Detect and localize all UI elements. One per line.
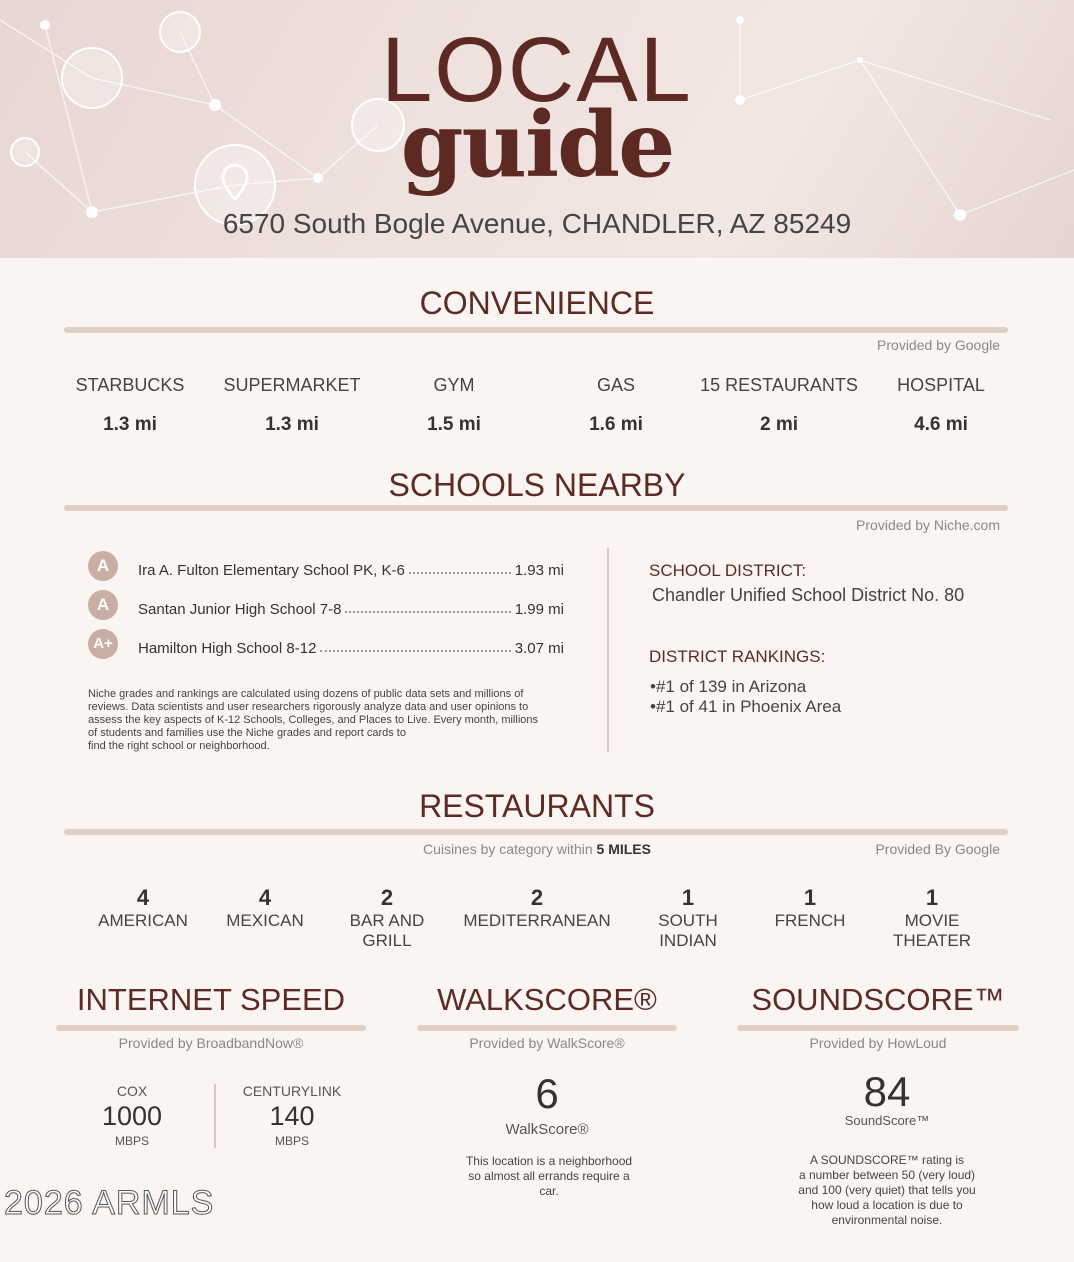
isp-speed: 140 <box>269 1101 315 1131</box>
cuisine-item <box>877 885 987 951</box>
cuisine-item <box>457 885 617 931</box>
note-line: of students and families use the Niche grades and report cards to <box>88 727 406 739</box>
restaurants-provider: Provided By Google <box>875 841 1000 857</box>
cuisine-label: MOVIE <box>904 911 960 930</box>
schools-provider: Provided by Niche.com <box>856 517 1000 533</box>
niche-note <box>88 688 578 753</box>
grade-badge: A <box>88 551 118 581</box>
cuisine-label: FRENCH <box>774 911 846 930</box>
convenience-label: GAS <box>596 375 635 395</box>
school-distance: 1.93 mi <box>514 562 564 579</box>
cuisine-count: 2 <box>380 885 394 910</box>
school-distance: 1.99 mi <box>514 601 564 618</box>
cuisine-label-2: INDIAN <box>659 931 717 950</box>
desc-line: how loud a location is due to <box>811 1198 963 1212</box>
convenience-item <box>394 375 514 436</box>
school-district-name: Chandler Unified School District No. 80 <box>652 585 965 605</box>
cuisine-item <box>332 885 442 951</box>
isp-name: CENTURYLINK <box>242 1083 342 1099</box>
convenience-distance: 1.3 mi <box>103 414 157 435</box>
isp-unit: MBPS <box>114 1134 149 1148</box>
desc-line: and 100 (very quiet) that tells you <box>798 1183 976 1197</box>
convenience-item <box>60 375 200 436</box>
isp-block <box>222 1083 362 1148</box>
convenience-label: 15 RESTAURANTS <box>700 375 858 395</box>
property-address: 6570 South Bogle Avenue, CHANDLER, AZ 85249 <box>222 208 852 239</box>
school-distance: 3.07 mi <box>514 640 564 657</box>
desc-line: A SOUNDSCORE™ rating is <box>809 1153 965 1167</box>
internet-divider <box>56 1025 366 1031</box>
restaurants-divider <box>64 829 1008 835</box>
soundscore-value: 84 <box>863 1068 911 1115</box>
school-row <box>138 640 564 657</box>
internet-title: INTERNET SPEED <box>76 982 346 1017</box>
walkscore-label: WalkScore® <box>505 1121 589 1138</box>
isp-name: COX <box>116 1083 148 1099</box>
school-district-label: SCHOOL DISTRICT: <box>649 561 807 580</box>
desc-line: environmental noise. <box>831 1213 943 1227</box>
cuisine-count: 4 <box>136 885 150 910</box>
convenience-item <box>212 375 372 436</box>
cuisine-count: 2 <box>530 885 544 910</box>
cuisine-item <box>633 885 743 951</box>
isp-speed: 1000 <box>101 1101 163 1131</box>
convenience-distance: 4.6 mi <box>914 414 968 435</box>
walkscore-divider <box>417 1025 677 1031</box>
convenience-item <box>556 375 676 436</box>
soundscore-label: SoundScore™ <box>844 1113 930 1128</box>
soundscore-description <box>760 1153 1014 1228</box>
walkscore-provider: Provided by WalkScore® <box>469 1035 625 1051</box>
cuisine-count: 4 <box>258 885 272 910</box>
ranking-item: •#1 of 41 in Phoenix Area <box>650 697 842 716</box>
cuisine-count: 1 <box>803 885 817 910</box>
convenience-distance: 1.3 mi <box>265 414 319 435</box>
grade-badge: A <box>88 590 118 620</box>
internet-provider: Provided by BroadbandNow® <box>118 1035 304 1051</box>
isp-divider <box>214 1084 216 1148</box>
note-line: Niche grades and rankings are calculated using dozens of public data sets and millions of <box>88 688 524 700</box>
convenience-distance: 1.5 mi <box>427 414 481 435</box>
cuisine-item <box>88 885 198 931</box>
guide-title-guide: guide <box>400 92 674 198</box>
subtitle-radius: 5 MILES <box>596 841 651 857</box>
district-rankings-list <box>650 677 841 717</box>
convenience-label: STARBUCKS <box>75 375 185 395</box>
school-name: Santan Junior High School 7-8 <box>138 601 342 618</box>
note-line: reviews. Data scientists and user researchers rigorously analyze data and user opinions to <box>88 701 529 713</box>
schools-title: SCHOOLS NEARBY <box>388 467 686 503</box>
convenience-provider: Provided by Google <box>877 337 1000 353</box>
cuisine-label-2: GRILL <box>362 931 412 950</box>
desc-line: so almost all errands require a <box>468 1169 630 1183</box>
walkscore-title: WALKSCORE® <box>437 982 657 1017</box>
soundscore-title: SOUNDSCORE™ <box>751 982 1005 1017</box>
school-name: Ira A. Fulton Elementary School PK, K-6 <box>138 562 405 579</box>
cuisine-label: AMERICAN <box>98 911 188 930</box>
convenience-item <box>876 375 1006 436</box>
convenience-distance: 2 mi <box>759 414 799 435</box>
convenience-divider <box>64 327 1008 333</box>
soundscore-provider: Provided by HowLoud <box>809 1035 947 1051</box>
walkscore-description <box>432 1154 666 1199</box>
soundscore-divider <box>737 1025 1019 1031</box>
convenience-label: GYM <box>433 375 475 395</box>
cuisine-item <box>210 885 320 931</box>
convenience-item <box>694 375 864 436</box>
convenience-label: SUPERMARKET <box>223 375 361 395</box>
desc-line: This location is a neighborhood <box>465 1154 633 1168</box>
walkscore-value: 6 <box>535 1070 559 1117</box>
ranking-item: •#1 of 139 in Arizona <box>650 677 807 696</box>
school-name: Hamilton High School 8-12 <box>138 640 317 657</box>
note-line: find the right school or neighborhood. <box>88 740 270 752</box>
copyright-watermark: 2026 ARMLS <box>4 1184 215 1222</box>
desc-line: car. <box>539 1184 559 1198</box>
note-line: assess the key aspects of K-12 Schools, Colleges, and Places to Live. Every month, millions <box>88 714 538 726</box>
district-rankings-label: DISTRICT RANKINGS: <box>649 647 826 666</box>
cuisine-label: SOUTH <box>658 911 718 930</box>
guide-title-local: LOCAL <box>381 19 693 121</box>
restaurants-title: RESTAURANTS <box>419 788 655 824</box>
school-row <box>138 601 564 618</box>
cuisine-label: MEDITERRANEAN <box>463 911 611 930</box>
cuisine-label: BAR AND <box>349 911 425 930</box>
isp-block <box>72 1083 192 1148</box>
convenience-title: CONVENIENCE <box>419 285 655 321</box>
desc-line: a number between 50 (very loud) <box>798 1168 976 1182</box>
isp-unit: MBPS <box>274 1134 309 1148</box>
subtitle-prefix: Cuisines by category within <box>423 841 593 857</box>
grade-badge: A+ <box>88 629 118 659</box>
convenience-distance: 1.6 mi <box>589 414 643 435</box>
cuisine-label-2: THEATER <box>892 931 972 950</box>
convenience-label: HOSPITAL <box>897 375 985 395</box>
schools-divider <box>64 505 1008 511</box>
cuisine-count: 1 <box>681 885 695 910</box>
cuisine-count: 1 <box>925 885 939 910</box>
cuisine-label: MEXICAN <box>226 911 304 930</box>
school-row <box>138 562 564 579</box>
cuisine-item <box>755 885 865 931</box>
schools-column-divider <box>607 548 609 752</box>
